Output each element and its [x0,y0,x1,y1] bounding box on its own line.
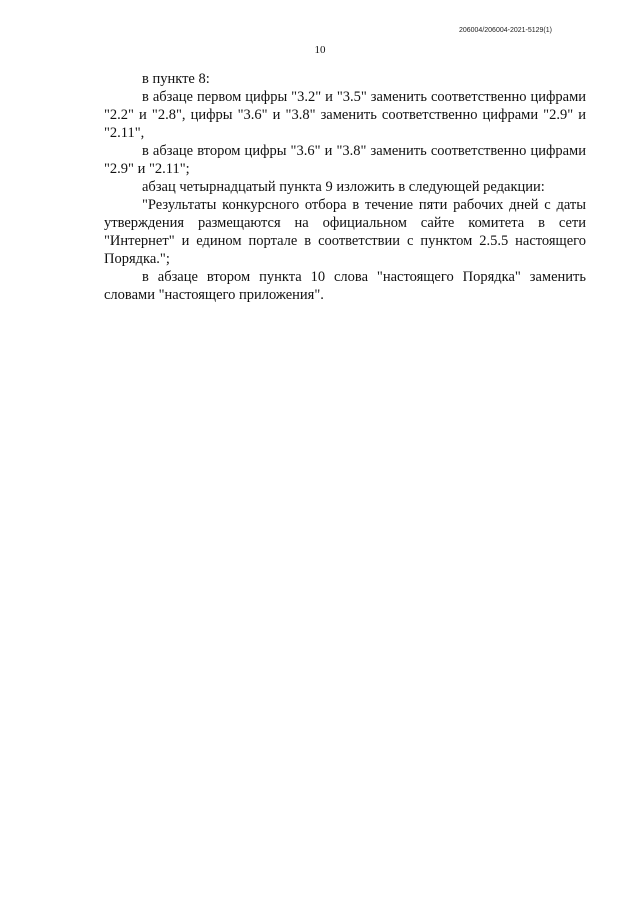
paragraph: в абзаце втором пункта 10 слова "настоящего Порядка" заменить словами "настоящего приложения". [104,269,586,303]
page-number: 10 [314,44,326,56]
document-id: 206004/206004-2021-5129(1) [458,27,552,34]
paragraph: в пункте 8: [142,71,210,87]
paragraph: "Результаты конкурсного отбора в течение пяти рабочих дней с даты утверждения размещаются на официальном сайте комитета в сети "Интернет" и едином портале в соответствии с пунктом 2.5.5 настоящего Порядка."; [104,197,586,267]
paragraph: абзац четырнадцатый пункта 9 изложить в следующей редакции: [142,179,545,195]
paragraph: в абзаце втором цифры "3.6" и "3.8" заменить соответственно цифрами "2.9" и "2.11"; [104,143,586,177]
paragraph: в абзаце первом цифры "3.2" и "3.5" заменить соответственно цифрами "2.2" и "2.8", цифры "3.6" и "3.8" заменить соответственно цифрами "2.9" и "2.11", [104,89,586,141]
document-body [104,70,586,304]
